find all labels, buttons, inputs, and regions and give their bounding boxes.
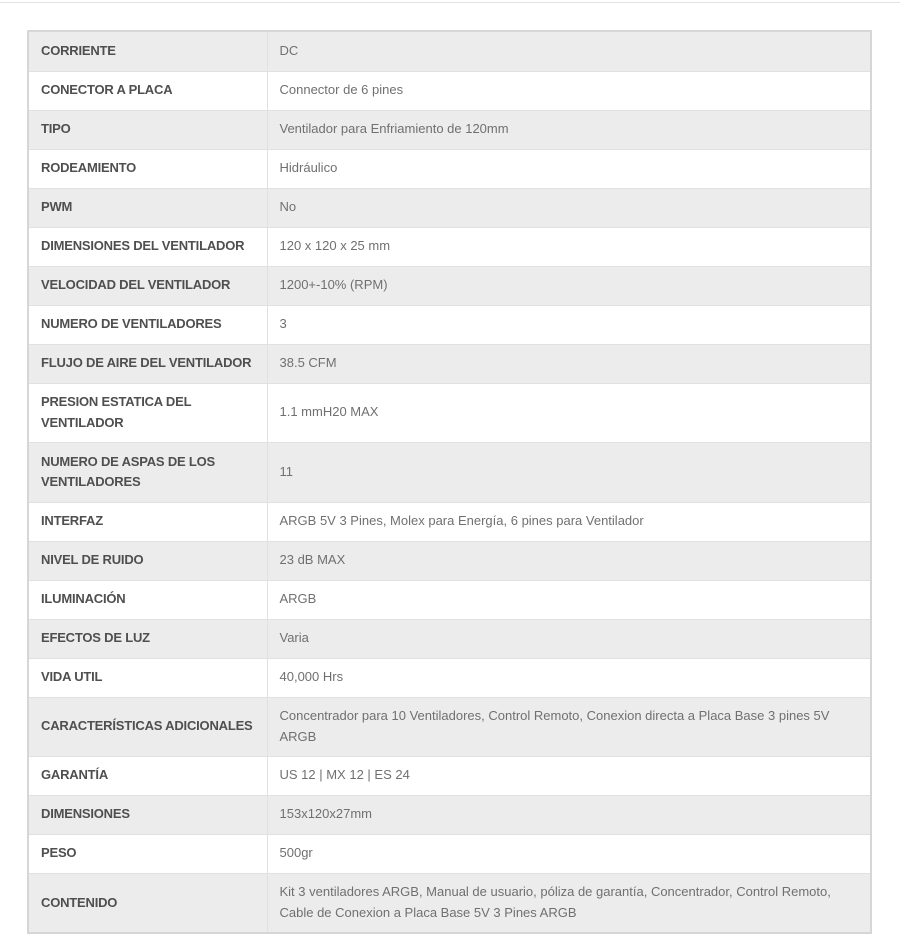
spec-label: RODEAMIENTO bbox=[29, 149, 267, 188]
spec-label: EFECTOS DE LUZ bbox=[29, 619, 267, 658]
spec-label: DIMENSIONES bbox=[29, 795, 267, 834]
spec-row bbox=[29, 756, 870, 795]
spec-label: INTERFAZ bbox=[29, 502, 267, 541]
spec-value: 120 x 120 x 25 mm bbox=[267, 227, 870, 266]
spec-value: 1.1 mmH20 MAX bbox=[267, 383, 870, 442]
spec-label: CONTENIDO bbox=[29, 873, 267, 932]
spec-label: PESO bbox=[29, 834, 267, 873]
spec-value: US 12 | MX 12 | ES 24 bbox=[267, 756, 870, 795]
spec-row bbox=[29, 383, 870, 442]
spec-value: Concentrador para 10 Ventiladores, Control Remoto, Conexion directa a Placa Base 3 pines 5V ARGB bbox=[267, 697, 870, 756]
spec-value: Ventilador para Enfriamiento de 120mm bbox=[267, 110, 870, 149]
spec-label: PRESION ESTATICA DEL VENTILADOR bbox=[29, 383, 267, 442]
spec-value: No bbox=[267, 188, 870, 227]
spec-label: NIVEL DE RUIDO bbox=[29, 541, 267, 580]
spec-row bbox=[29, 188, 870, 227]
spec-value: DC bbox=[267, 32, 870, 71]
spec-label: NUMERO DE VENTILADORES bbox=[29, 305, 267, 344]
spec-row bbox=[29, 502, 870, 541]
spec-label: VIDA UTIL bbox=[29, 658, 267, 697]
spec-row bbox=[29, 580, 870, 619]
spec-row bbox=[29, 110, 870, 149]
spec-row bbox=[29, 266, 870, 305]
spec-value: Connector de 6 pines bbox=[267, 71, 870, 110]
spec-row bbox=[29, 658, 870, 697]
top-divider bbox=[0, 2, 900, 3]
spec-label: GARANTÍA bbox=[29, 756, 267, 795]
spec-row bbox=[29, 227, 870, 266]
spec-row bbox=[29, 344, 870, 383]
spec-row bbox=[29, 149, 870, 188]
spec-value: 500gr bbox=[267, 834, 870, 873]
spec-row bbox=[29, 442, 870, 502]
spec-value: Hidráulico bbox=[267, 149, 870, 188]
spec-label: FLUJO DE AIRE DEL VENTILADOR bbox=[29, 344, 267, 383]
spec-row bbox=[29, 795, 870, 834]
spec-value: 40,000 Hrs bbox=[267, 658, 870, 697]
spec-value: Kit 3 ventiladores ARGB, Manual de usuario, póliza de garantía, Concentrador, Control Remoto, Cable de Conexion a Placa Base 5V 3 Pines ARGB bbox=[267, 873, 870, 932]
spec-label: CONECTOR A PLACA bbox=[29, 71, 267, 110]
spec-value: ARGB bbox=[267, 580, 870, 619]
spec-row bbox=[29, 873, 870, 932]
spec-label: VELOCIDAD DEL VENTILADOR bbox=[29, 266, 267, 305]
spec-label: PWM bbox=[29, 188, 267, 227]
spec-row bbox=[29, 619, 870, 658]
spec-row bbox=[29, 32, 870, 71]
spec-label: CORRIENTE bbox=[29, 32, 267, 71]
spec-row bbox=[29, 541, 870, 580]
spec-value: 38.5 CFM bbox=[267, 344, 870, 383]
spec-label: TIPO bbox=[29, 110, 267, 149]
spec-row bbox=[29, 697, 870, 756]
spec-value: 153x120x27mm bbox=[267, 795, 870, 834]
spec-row bbox=[29, 71, 870, 110]
spec-label: DIMENSIONES DEL VENTILADOR bbox=[29, 227, 267, 266]
spec-label: NUMERO DE ASPAS DE LOS VENTILADORES bbox=[29, 442, 267, 502]
spec-value: 1200+-10% (RPM) bbox=[267, 266, 870, 305]
spec-value: ARGB 5V 3 Pines, Molex para Energía, 6 pines para Ventilador bbox=[267, 502, 870, 541]
spec-value: Varia bbox=[267, 619, 870, 658]
specifications-table bbox=[29, 32, 870, 932]
specifications-table-container bbox=[27, 30, 872, 934]
spec-label: ILUMINACIÓN bbox=[29, 580, 267, 619]
spec-label: CARACTERÍSTICAS ADICIONALES bbox=[29, 697, 267, 756]
spec-value: 11 bbox=[267, 442, 870, 502]
spec-value: 3 bbox=[267, 305, 870, 344]
spec-row bbox=[29, 305, 870, 344]
spec-row bbox=[29, 834, 870, 873]
spec-value: 23 dB MAX bbox=[267, 541, 870, 580]
